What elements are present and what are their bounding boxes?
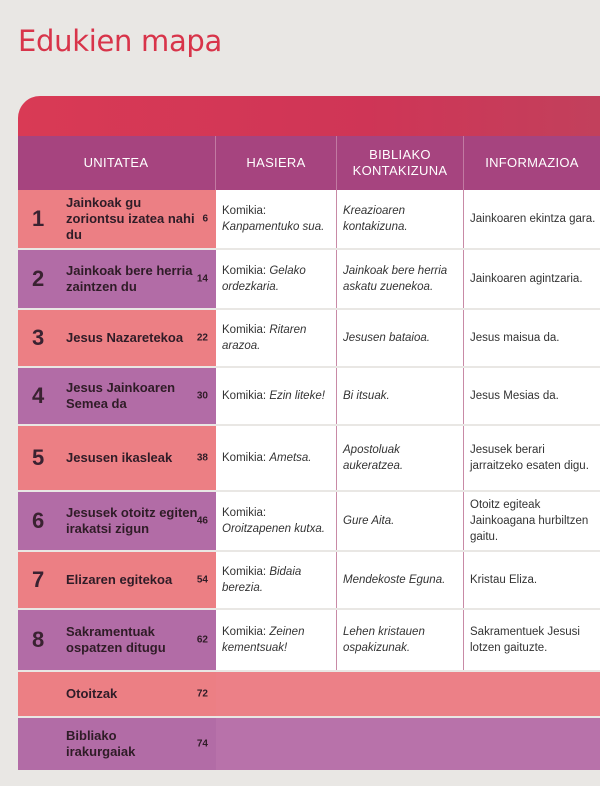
table-row [18,492,600,550]
extra-page: 72 [196,688,208,700]
bible-story: Jainkoak bere herria askatu zuenekoa. [343,265,448,293]
unit-page: 22 [196,332,208,344]
unit-page: 14 [196,273,208,285]
start-title: Ezin liteke! [269,390,325,402]
start-label: Komikia: [222,205,267,217]
start-title: Ametsa. [269,452,312,464]
unit-cell [18,368,214,424]
start-label: Komikia: [222,390,267,402]
info-text: Jainkoaren ekintza gara. [470,213,596,225]
unit-title: Sakramentuak ospatzen ditugu [66,624,166,655]
unit-title: Jesusek otoitz egiten irakatsi zigun [66,505,198,536]
start-label: Komikia: [222,566,267,578]
unit-page: 6 [202,213,208,225]
info-text: Jesusek berari jarraitzeko esaten digu. [470,444,589,472]
unit-number: 6 [32,508,45,533]
unit-page: 54 [196,574,208,586]
unit-title: Jainkoak bere herria zaintzen du [66,263,193,294]
table-row [18,610,600,670]
unit-page: 30 [196,390,208,402]
table-row [18,426,600,490]
table-row-extra [18,672,600,716]
header-start: HASIERA [246,155,306,170]
unit-cell [18,426,214,490]
unit-page: 62 [196,634,208,646]
start-label: Komikia: [222,507,267,519]
unit-cell [18,552,214,608]
extra-title: Bibliako irakurgaiak [66,728,136,759]
unit-page: 46 [196,515,208,527]
page-title: Edukien mapa [18,24,223,58]
table-row [18,552,600,608]
unit-page: 38 [196,452,208,464]
start-title: Ritaren arazoa. [222,324,307,352]
unit-number: 3 [32,325,45,350]
info-text: Jainkoaren agintzaria. [470,273,583,285]
bible-story: Gure Aita. [343,515,395,527]
unit-cell [18,718,214,770]
unit-title: Elizaren egitekoa [66,572,173,587]
header-bible-line1: BIBLIAKO [369,147,431,162]
table-row [18,250,600,308]
info-text: Kristau Eliza. [470,574,538,586]
table-row [18,310,600,366]
unit-number: 4 [32,383,45,408]
header-bible-line2: KONTAKIZUNA [352,163,448,178]
start-title: Zeinen kementsuak! [222,626,305,654]
start-title: Gelako ordezkaria. [222,265,306,293]
unit-number: 5 [32,445,45,470]
unit-title: Jesusen ikasleak [66,450,173,465]
info-text: Jesus maisua da. [470,332,560,344]
unit-title: Jesus Jainkoaren Semea da [66,380,176,411]
bible-story: Bi itsuak. [343,390,390,402]
unit-number: 2 [32,266,45,291]
table-header [18,136,600,190]
start-title: Bidaia berezia. [222,566,302,594]
unit-number: 8 [32,627,45,652]
unit-number: 1 [32,206,45,231]
info-text: Jesus Mesias da. [470,390,559,402]
header-bible [337,136,463,190]
unit-number: 7 [32,567,45,592]
unit-cell [18,492,214,550]
bible-story: Apostoluak aukeratzea. [343,444,404,472]
unit-title: Jesus Nazaretekoa [66,330,184,345]
header-info: INFORMAZIOA [485,155,579,170]
bible-story: Kreazioaren kontakizuna. [343,205,408,233]
bible-story: Lehen kristauen ospakizunak. [343,626,425,654]
start-label: Komikia: [222,324,267,336]
table-row [18,190,600,248]
start-title: Kanpamentuko sua. [222,221,325,233]
start-label: Komikia: [222,265,267,277]
unit-cell [18,250,214,308]
unit-cell [18,672,214,716]
info-text: Otoitz egiteak Jainkoagana hurbiltzen gaitu. [470,499,589,543]
unit-cell [18,310,214,366]
bible-story: Mendekoste Eguna. [343,574,446,586]
extra-title: Otoitzak [66,686,118,701]
start-label: Komikia: [222,626,267,638]
extra-page: 74 [196,738,208,750]
start-title: Oroitzapenen kutxa. [222,523,325,535]
table-row-extra [18,718,600,770]
unit-cell [18,190,214,248]
header-unit: UNITATEA [83,155,149,170]
bible-story: Jesusen bataioa. [343,332,430,344]
unit-cell [18,610,214,670]
table-row [18,368,600,424]
info-text: Sakramentuek Jesusi lotzen gaituzte. [470,626,580,654]
start-label: Komikia: [222,452,267,464]
unit-title: Jainkoak gu zoriontsu izatea nahi du [66,195,195,242]
table-top-band [18,96,600,136]
